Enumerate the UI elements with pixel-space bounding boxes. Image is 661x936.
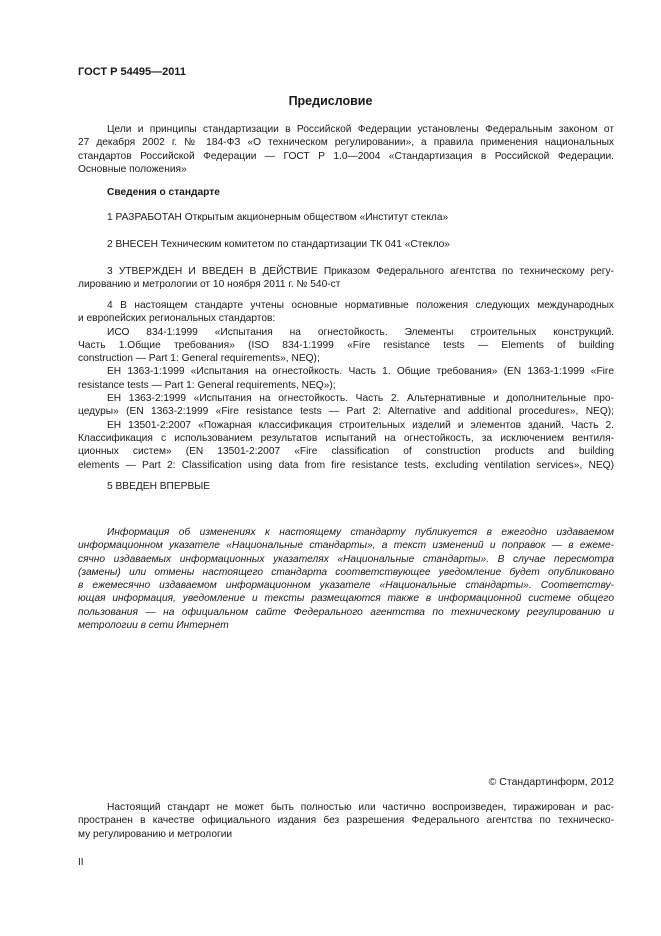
item-developed: 1 РАЗРАБОТАН Открытым акционерным обществом «Институт стекла» bbox=[107, 212, 449, 223]
item-introduced: 2 ВНЕСЕН Техническим комитетом по стандартизации ТК 041 «Стекло» bbox=[107, 239, 450, 250]
page-number: II bbox=[78, 857, 84, 868]
standard-number-header: ГОСТ Р 54495—2011 bbox=[78, 66, 186, 78]
info-line: ющая информация, уведомление и тексты размещаются также в информационной системе общего bbox=[78, 593, 614, 605]
info-line: в ежемесячно издаваемом информационном указателе «Национальные стандарты». Соответству- bbox=[78, 580, 614, 592]
notice-line: Настоящий стандарт не может быть полностью или частично воспроизведен, тиражирован и рас- bbox=[107, 802, 614, 813]
standard-reference-line: ционных систем» (EN 13501-2:2007 «Fire classification of construction products and building bbox=[78, 446, 614, 458]
standard-reference-line: construction — Part 1: General requirements», NEQ); bbox=[78, 353, 320, 365]
item-first-introduced: 5 ВВЕДЕН ВПЕРВЫЕ bbox=[107, 481, 211, 492]
info-line: метрологии в сети Интернет bbox=[78, 620, 229, 632]
intro-line: Цели и принципы стандартизации в Российской Федерации установлены Федеральным законом от bbox=[107, 124, 614, 135]
item-line: лированию и метрологии от 10 ноября 2011 г. № 540-ст bbox=[78, 279, 341, 291]
notice-line: пространен в качестве официального издания без разрешения Федерального агентства по техническо- bbox=[78, 815, 614, 827]
notice-line: му регулированию и метрологии bbox=[78, 828, 233, 840]
standard-reference-line: ИСО 834-1:1999 «Испытания на огнестойкость. Элементы строительных конструкций. bbox=[107, 326, 614, 338]
intro-line: Основные положения» bbox=[78, 163, 187, 175]
info-paragraph bbox=[78, 526, 614, 632]
standard-reference-line: Часть 1.Общие требования» (ISO 834-1:1999 «Fire resistance tests — Elements of building bbox=[78, 339, 614, 351]
about-standard-heading: Сведения о стандарте bbox=[107, 187, 220, 198]
info-line: (замены) или отмены настоящего стандарта соответствующее уведомление будет опубликовано bbox=[78, 566, 614, 578]
item-approved bbox=[78, 265, 614, 292]
copyright-notice: © Стандартинформ, 2012 bbox=[488, 776, 614, 788]
standard-reference-line: elements — Part 2: Classification using data from fire resistance tests, excluding ventilation services», NEQ) bbox=[78, 459, 614, 471]
standard-reference-line: ЕН 13501-2:2007 «Пожарная классификация строительных изделий и элементов зданий. Часть 2. bbox=[107, 419, 614, 431]
intro-paragraph bbox=[78, 123, 614, 176]
standard-reference-line: ЕН 1363-1:1999 «Испытания на огнестойкость. Часть 1. Общие требования» (EN 1363-1:1999 «Fire bbox=[107, 366, 614, 378]
info-line: сячно издаваемых информационных указателях «Национальные стандарты». В случае пересмотра bbox=[78, 553, 614, 565]
info-line: информационном указателе «Национальные стандарты», а текст изменений и поправок — в ежеме- bbox=[78, 540, 614, 552]
page-title: Предисловие bbox=[288, 94, 373, 108]
item-related-standards bbox=[78, 299, 614, 472]
info-line: Информация об изменениях к настоящему стандарту публикуется в ежегодно издаваемом bbox=[107, 527, 614, 538]
standard-reference-line: resistance tests — Part 1: General requirements, NEQ»); bbox=[78, 379, 336, 391]
standard-reference-line: цедуры» (EN 1363-2:1999 «Fire resistance tests — Part 2: Alternative and additional procedures», NEQ); bbox=[78, 406, 614, 418]
intro-line: 27 декабря 2002 г. № 184-ФЗ «О техническом регулировании», а правила применения национальных bbox=[78, 137, 614, 149]
intro-line: стандартов Российской Федерации — ГОСТ Р 1.0—2004 «Стандартизация в Российской Федерации. bbox=[78, 150, 614, 162]
standard-reference-line: ЕН 1363-2:1999 «Испытания на огнестойкость. Часть 2. Альтернативные и дополнительные про- bbox=[107, 393, 614, 405]
info-line: пользования — на официальном сайте Федерального агентства по техническому регулированию и bbox=[78, 606, 614, 618]
reproduction-notice bbox=[78, 801, 614, 841]
item-line: 4 В настоящем стандарте учтены основные нормативные положения следующих международных bbox=[107, 300, 614, 311]
item-line: и европейских региональных стандартов: bbox=[78, 313, 276, 325]
item-line: 3 УТВЕРЖДЕН И ВВЕДЕН В ДЕЙСТВИЕ Приказом Федерального агентства по техническому регу- bbox=[107, 266, 614, 277]
standard-reference-line: Классификация с использованием результатов испытаний на огнестойкость, за исключением вентиля- bbox=[78, 432, 614, 444]
